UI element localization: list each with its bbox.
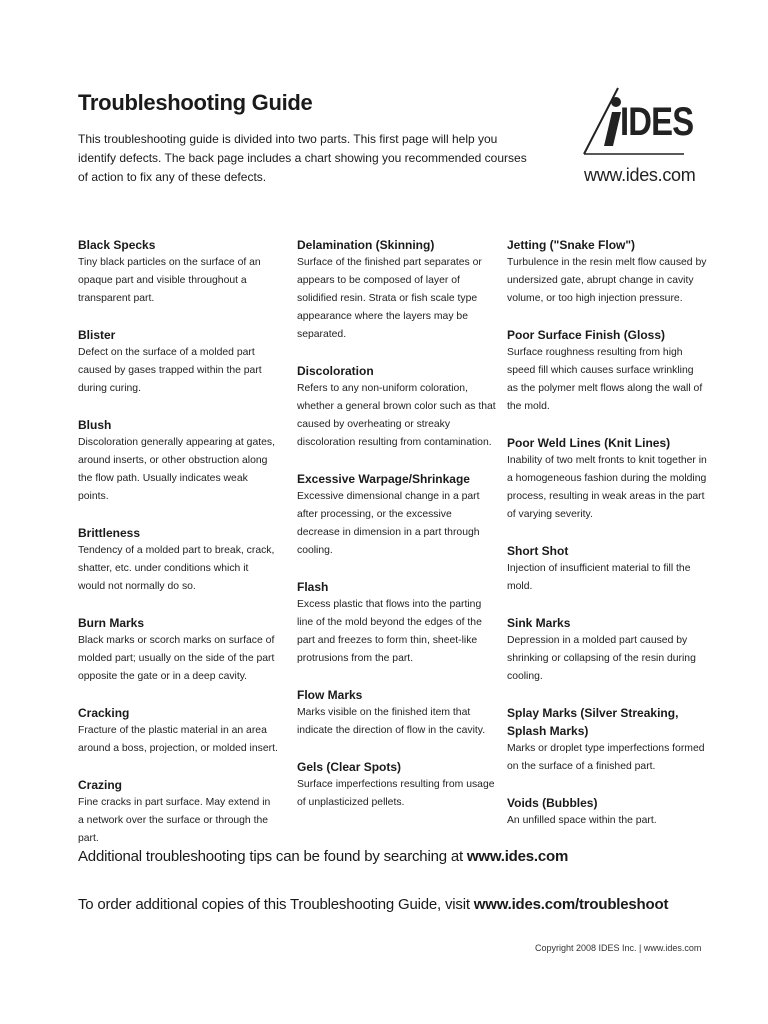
footer-order-link[interactable]: www.ides.com/troubleshoot	[473, 896, 669, 913]
defect-definition: An unfilled space within the part.	[507, 815, 657, 826]
defect-term: Crazing	[78, 778, 123, 792]
glossary-entry	[297, 236, 497, 344]
glossary-column-2	[297, 236, 497, 830]
defect-term: Gels (Clear Spots)	[297, 760, 402, 774]
glossary-entry	[297, 470, 497, 560]
footer-order-tip	[78, 896, 668, 913]
page-title: Troubleshooting Guide	[78, 90, 313, 115]
defect-term: Blister	[78, 328, 116, 342]
glossary-entry	[507, 236, 707, 308]
defect-definition: Turbulence in the resin melt flow caused by undersized gate, abrupt change in cavity volume, or too high injection pressure.	[507, 257, 707, 304]
copyright-notice: Copyright 2008 IDES Inc. | www.ides.com	[535, 943, 702, 953]
defect-definition: Refers to any non-uniform coloration, whether a general brown color such as that caused by overheating or streaky discoloration resulting from contamination.	[297, 383, 496, 448]
defect-term: Brittleness	[78, 526, 141, 540]
glossary-entry	[78, 776, 278, 848]
glossary-column-1	[78, 236, 278, 866]
glossary-entry	[297, 758, 497, 812]
defect-term: Excessive Warpage/Shrinkage	[297, 472, 470, 486]
defect-term: Discoloration	[297, 364, 374, 378]
glossary-entry	[297, 578, 497, 668]
glossary-entry	[78, 704, 278, 758]
defect-term: Cracking	[78, 706, 130, 720]
glossary-entry	[297, 362, 497, 452]
glossary-entry	[78, 614, 278, 686]
footer-search-link[interactable]: www.ides.com	[466, 848, 569, 865]
defect-term: Poor Weld Lines (Knit Lines)	[507, 436, 671, 450]
footer-search-text: Additional troubleshooting tips can be found by searching at	[78, 848, 467, 865]
glossary-entry	[507, 704, 707, 776]
glossary-entry	[507, 614, 707, 686]
defect-term: Burn Marks	[78, 616, 145, 630]
glossary-entry	[78, 326, 278, 398]
footer-order-text: To order additional copies of this Troubleshooting Guide, visit	[78, 896, 474, 913]
defect-definition: Excess plastic that flows into the parting line of the mold beyond the edges of the part and freezes to form thin, sheet-like protrusions from the part.	[297, 599, 482, 664]
defect-definition: Tendency of a molded part to break, crack, shatter, etc. under conditions which it would not normally do so.	[78, 545, 275, 592]
intro-paragraph: This troubleshooting guide is divided into two parts. This first page will help you identify defects. The back page includes a chart showing you recommended courses of action to fix any of these defects.	[78, 132, 527, 184]
defect-definition: Surface imperfections resulting from usage of unplasticized pellets.	[297, 779, 495, 808]
defect-definition: Excessive dimensional change in a part after processing, or the excessive decrease in dimension in a part through cooling.	[297, 491, 480, 556]
glossary-entry	[507, 542, 707, 596]
defect-definition: Fracture of the plastic material in an area around a boss, projection, or molded insert.	[78, 725, 278, 754]
defect-definition: Black marks or scorch marks on surface of molded part; usually on the side of the part opposite the gate or in a deep cavity.	[78, 635, 275, 682]
defect-definition: Depression in a molded part caused by shrinking or collapsing of the resin during cooling.	[507, 635, 696, 682]
glossary-entry	[297, 686, 497, 740]
defect-definition: Marks or droplet type imperfections formed on the surface of a finished part.	[507, 743, 705, 772]
defect-definition: Marks visible on the finished item that indicate the direction of flow in the cavity.	[297, 707, 486, 736]
defect-term: Voids (Bubbles)	[507, 796, 598, 810]
glossary-entry	[507, 794, 707, 830]
glossary-entry	[507, 434, 707, 524]
defect-term: Blush	[78, 418, 112, 432]
defect-term: Flash	[297, 580, 329, 594]
glossary-entry	[78, 416, 278, 506]
defect-definition: Surface roughness resulting from high speed fill which causes surface wrinkling as the polymer melt flows along the wall of the mold.	[507, 347, 703, 412]
glossary-entry	[78, 236, 278, 308]
website-url[interactable]: www.ides.com	[584, 165, 696, 185]
defect-definition: Surface of the finished part separates or appears to be composed of layer of solidified resin. Strata or fish scale type appearance where the layers may be separated.	[297, 257, 482, 340]
defect-term: Black Specks	[78, 238, 156, 252]
defect-term: Sink Marks	[507, 616, 571, 630]
glossary-entry	[507, 326, 707, 416]
glossary-entry	[78, 524, 278, 596]
defect-definition: Injection of insufficient material to fill the mold.	[507, 563, 691, 592]
defect-term: Poor Surface Finish (Gloss)	[507, 328, 666, 342]
defect-term: Delamination (Skinning)	[297, 238, 435, 252]
defect-term: Flow Marks	[297, 688, 363, 702]
glossary-column-3	[507, 236, 707, 848]
ides-logo-text: IDES	[620, 100, 694, 144]
defect-term: Splay Marks (Silver Streaking, Splash Marks)	[507, 706, 679, 738]
defect-definition: Defect on the surface of a molded part caused by gases trapped within the part during curing.	[78, 347, 262, 394]
defect-definition: Inability of two melt fronts to knit together in a homogeneous fashion during the molding process, resulting in weak areas in the part of varying severity.	[507, 455, 707, 520]
defect-definition: Discoloration generally appearing at gates, around inserts, or other obstruction along the flow path. Usually indicates weak points.	[78, 437, 275, 502]
defect-definition: Tiny black particles on the surface of an opaque part and visible throughout a transparent part.	[78, 257, 261, 304]
defect-term: Short Shot	[507, 544, 569, 558]
defect-definition: Fine cracks in part surface. May extend in a network over the surface or through the part.	[78, 797, 271, 844]
footer-search-tip	[78, 848, 568, 865]
defect-term: Jetting ("Snake Flow")	[507, 238, 636, 252]
